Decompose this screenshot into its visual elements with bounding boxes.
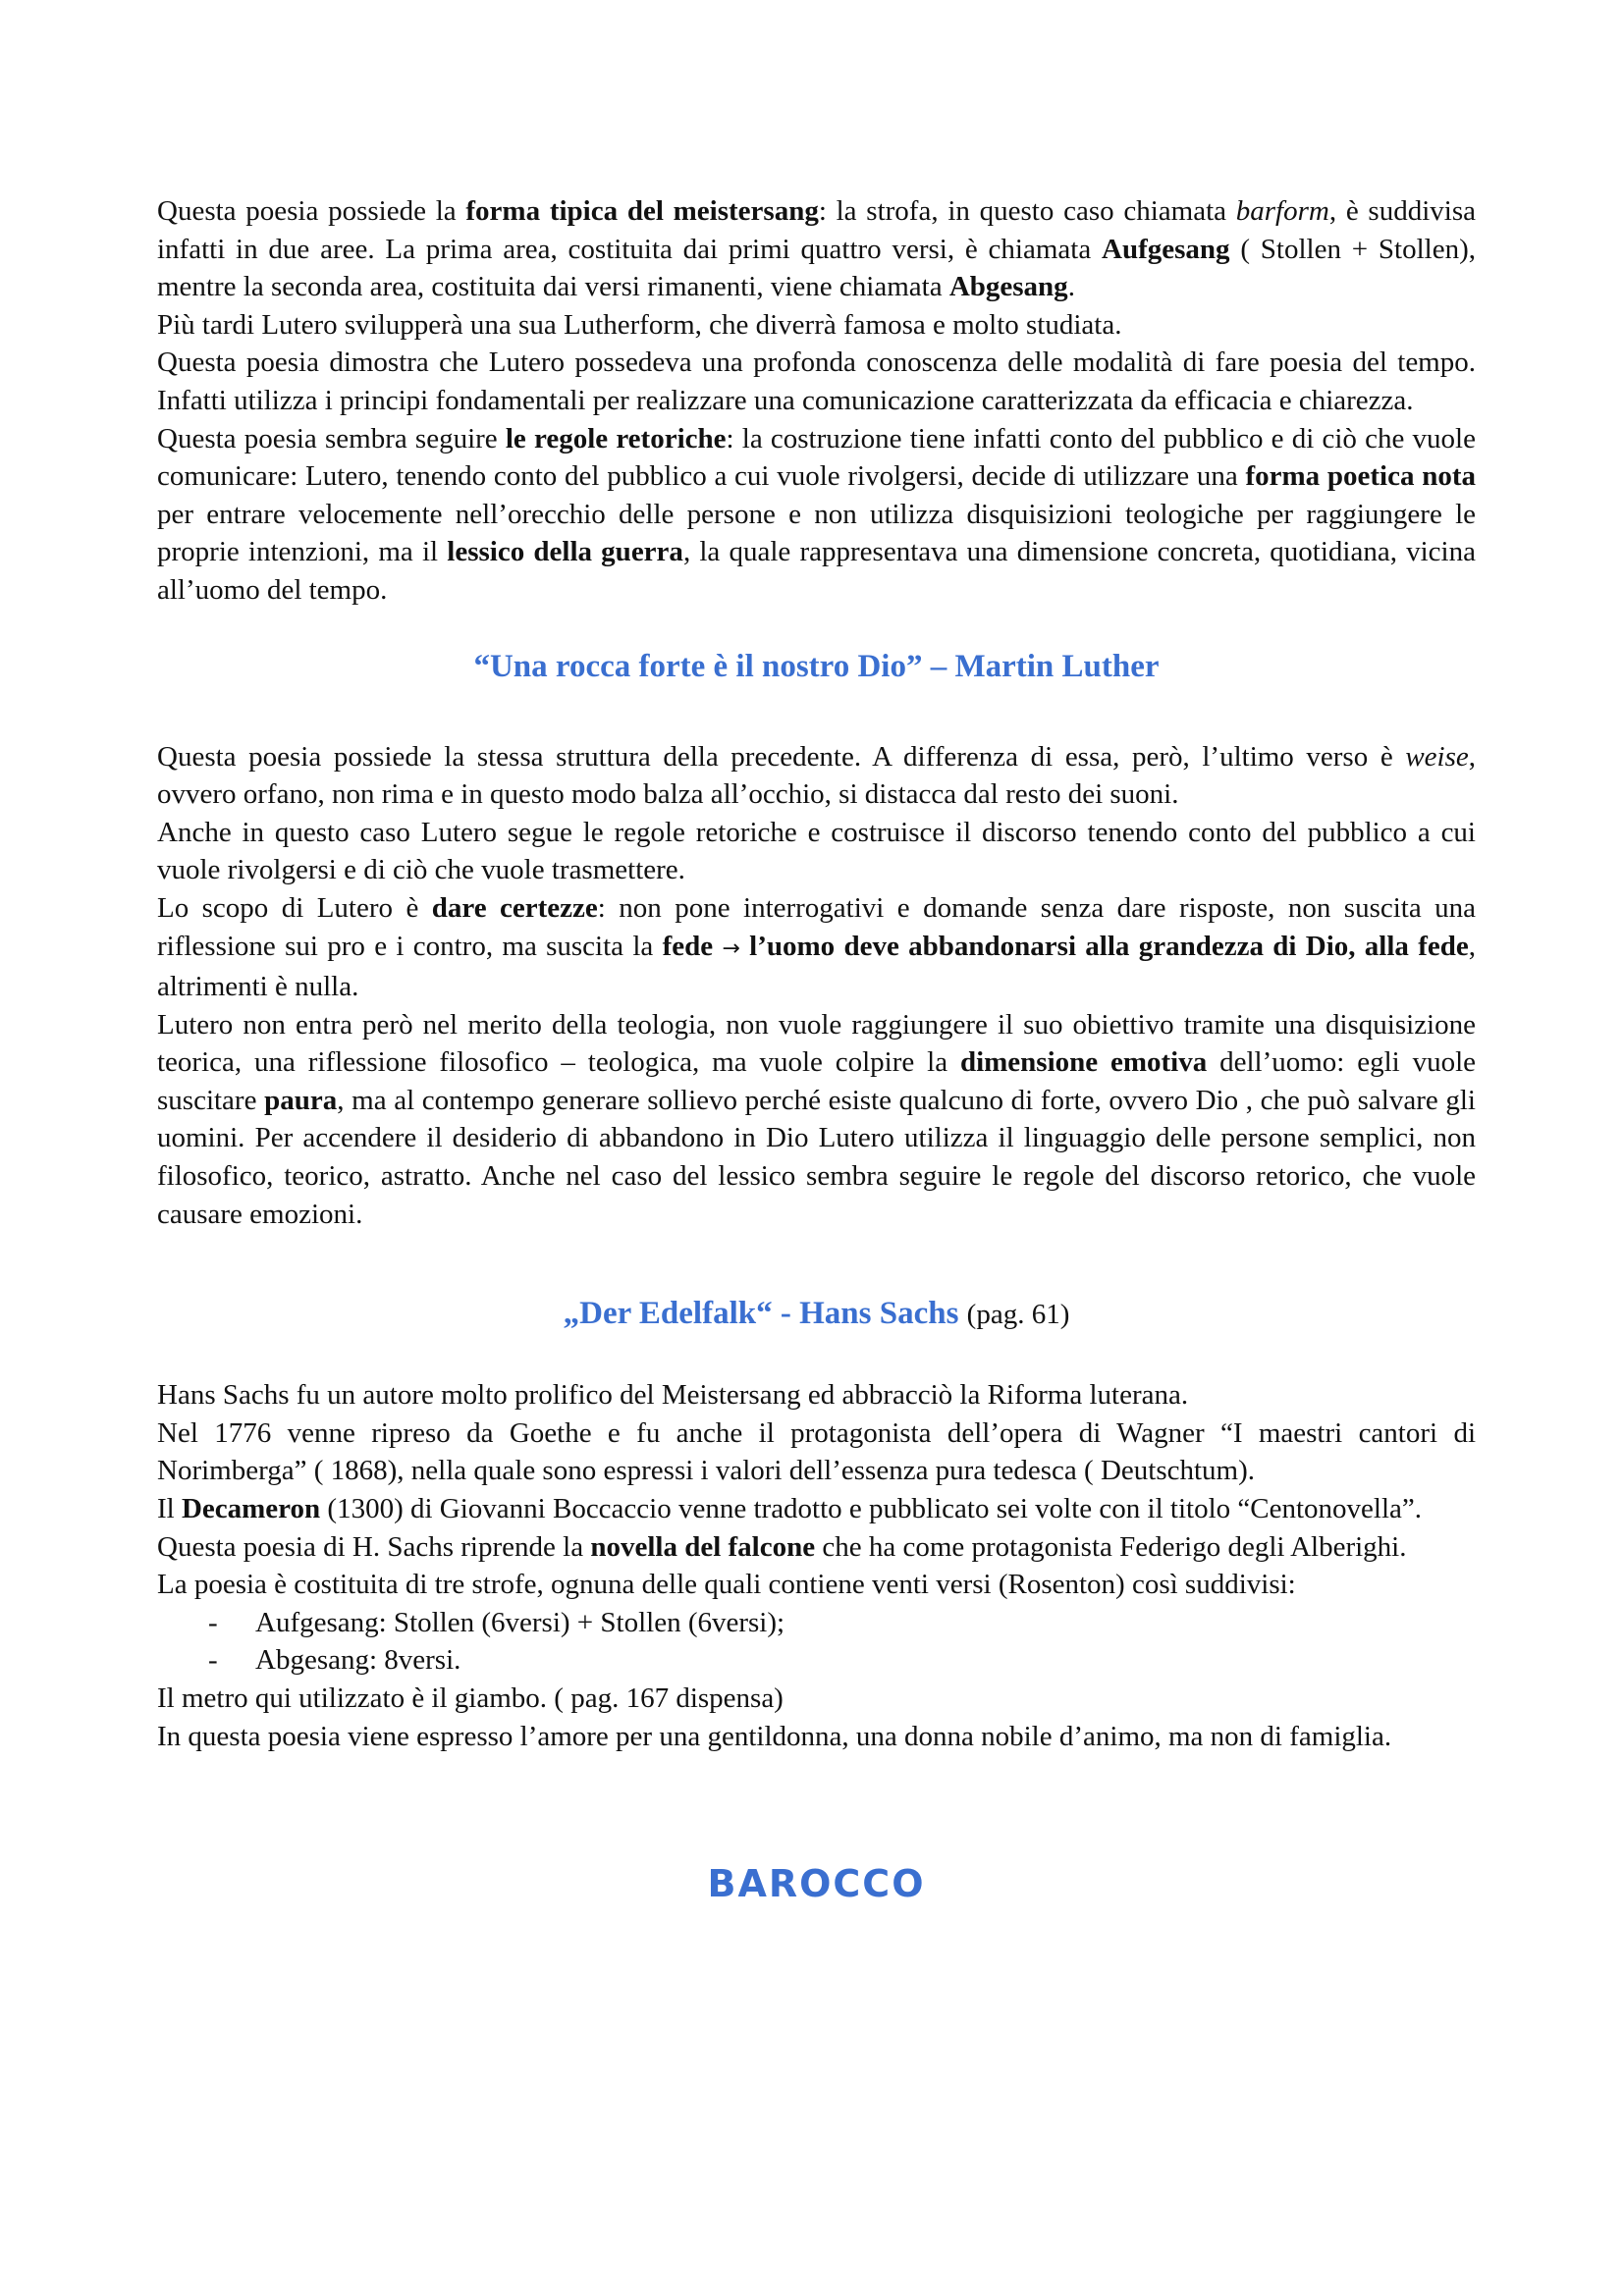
text: ( Stollen + Stollen), mentre la seconda area, costituita dai versi rimanenti, viene chiamata bbox=[157, 233, 1477, 303]
bold-text: forma poetica nota bbox=[1245, 460, 1476, 493]
section-heading-rocca-forte: “Una rocca forte è il nostro Dio” – Martin Luther bbox=[473, 648, 1160, 684]
bold-text: Aufgesang bbox=[1102, 233, 1230, 265]
text: Questa poesia di H. Sachs riprende la bbox=[157, 1530, 591, 1563]
bold-text: dimensione emotiva bbox=[959, 1046, 1208, 1079]
text: , è suddivisa infatti in due aree. La prima area, costituita dai primi quattro versi, è chiamata bbox=[157, 195, 1476, 265]
paragraph-decameron bbox=[157, 1490, 1476, 1528]
text: : la strofa, in questo caso chiamata bbox=[818, 195, 1236, 227]
paragraph-strofe: La poesia è costituita di tre strofe, ognuna delle quali contiene venti versi (Rosenton) così suddivisi: bbox=[157, 1569, 1296, 1601]
section-heading-edelfalk bbox=[157, 1294, 1476, 1334]
paragraph-lutherform: Più tardi Lutero svilupperà una sua Lutherform, che diverrà famosa e molto studiata. bbox=[157, 308, 1122, 341]
text: che ha come protagonista Federigo degli Alberighi. bbox=[815, 1530, 1407, 1563]
text: Questa poesia sembra seguire bbox=[157, 422, 506, 454]
text: , la quale rappresentava una dimensione concreta, quotidiana, vicina all’uomo del tempo. bbox=[157, 536, 1476, 606]
italic-text: barform bbox=[1235, 195, 1329, 227]
heading-text: „Der Edelfalk“ - Hans Sachs bbox=[563, 1296, 959, 1332]
text: per entrare velocemente nell’orecchio delle persone e non utilizza disquisizioni teologiche per raggiungere le proprie intenzioni, ma il bbox=[157, 498, 1476, 568]
page-reference: (pag. 61) bbox=[966, 1299, 1070, 1331]
text: (1300) di Giovanni Boccaccio venne tradotto e pubblicato sei volte con il titolo “Centonovella”. bbox=[320, 1493, 1422, 1525]
paragraph-amore: In questa poesia viene espresso l’amore per una gentildonna, una donna nobile d’animo, ma non di famiglia. bbox=[157, 1720, 1392, 1752]
document-page bbox=[157, 192, 1477, 1906]
bold-text: Decameron bbox=[181, 1493, 321, 1525]
bold-text: forma tipica del meistersang bbox=[465, 195, 819, 227]
text: : non pone interrogativi e domande senza dare risposte, non suscita una riflessione sui pro e i contro, ma suscita la bbox=[157, 891, 1477, 962]
text: Lo scopo di Lutero è bbox=[157, 891, 432, 924]
paragraph-certezze bbox=[157, 889, 1476, 1006]
paragraph-goethe: Nel 1776 venne ripreso da Goethe e fu anche il protagonista dell’opera di Wagner “I maestri cantori di Norimberga” ( 1868), nella quale sono espressi i valori dell’essenza pura tedesca ( Deutschtum). bbox=[157, 1416, 1476, 1487]
list-item: - Aufgesang: Stollen (6versi) + Stollen (6versi); bbox=[157, 1604, 1476, 1642]
bold-text: l’uomo deve abbandonarsi alla grandezza di Dio, alla fede bbox=[749, 930, 1469, 962]
paragraph-struttura bbox=[157, 738, 1476, 814]
bold-text: paura bbox=[264, 1084, 338, 1116]
paragraph-metro: Il metro qui utilizzato è il giambo. ( pag. 167 dispensa) bbox=[157, 1682, 784, 1714]
paragraph-dimensione-emotiva bbox=[157, 1006, 1476, 1234]
paragraph-barform bbox=[157, 192, 1476, 306]
italic-text: weise bbox=[1405, 740, 1469, 773]
strofe-list bbox=[157, 1604, 1476, 1680]
paragraph-falcone bbox=[157, 1528, 1476, 1567]
text: Questa poesia possiede la stessa struttura della precedente. A differenza di essa, però, l’ultimo verso è bbox=[157, 740, 1406, 773]
text: , altrimenti è nulla. bbox=[157, 930, 1477, 1003]
bold-text: fede bbox=[662, 930, 714, 962]
text: , ma al contempo generare sollievo perché esiste qualcuno di forte, ovvero Dio , che può salvare gli uomini. Per accendere il desiderio di abbandono in Dio Lutero utilizza il linguaggio delle persone semplici, non filosofico, teorico, astratto. Anche nel caso del lessico sembra seguire le regole del discorso retorico, che vuole causare emozioni. bbox=[157, 1084, 1476, 1230]
text: . bbox=[1067, 271, 1075, 303]
paragraph-conoscenza: Questa poesia dimostra che Lutero possedeva una profonda conoscenza delle modalità di fare poesia del tempo. Infatti utilizza i principi fondamentali per realizzare una comunicazione caratterizzata da efficacia e chiarezza. bbox=[157, 347, 1476, 416]
paragraph-regole-retoriche bbox=[157, 420, 1476, 610]
list-item: - Abgesang: 8versi. bbox=[157, 1641, 1476, 1680]
text: Questa poesia possiede la bbox=[157, 195, 466, 227]
text: dell’uomo: egli vuole suscitare bbox=[157, 1046, 1476, 1116]
text: Il bbox=[157, 1493, 182, 1525]
arrow-right-icon: → bbox=[722, 935, 740, 961]
section-title-barocco: BAROCCO bbox=[707, 1862, 926, 1906]
bold-text: novella del falcone bbox=[590, 1530, 816, 1563]
paragraph-hans-sachs: Hans Sachs fu un autore molto prolifico del Meistersang ed abbracciò la Riforma luterana. bbox=[157, 1379, 1189, 1412]
text: Lutero non entra però nel merito della teologia, non vuole raggiungere il suo obiettivo tramite una disquisizione teorica, una riflessione filosofico – teologica, ma vuole colpire la bbox=[157, 1008, 1476, 1079]
bold-text: dare certezze bbox=[431, 891, 598, 924]
paragraph-regole: Anche in questo caso Lutero segue le regole retoriche e costruisce il discorso tenendo conto del pubblico a cui vuole rivolgersi e di ciò che vuole trasmettere. bbox=[157, 816, 1476, 886]
text: : la costruzione tiene infatti conto del pubblico e di ciò che vuole comunicare: Lutero, tenendo conto del pubblico a cui vuole rivolgersi, decide di utilizzare una bbox=[157, 422, 1476, 493]
bold-text: Abgesang bbox=[948, 271, 1068, 303]
bold-text: lessico della guerra bbox=[447, 536, 683, 568]
text: , ovvero orfano, non rima e in questo modo balza all’occhio, si distacca dal resto dei suoni. bbox=[157, 740, 1476, 811]
bold-text: le regole retoriche bbox=[505, 422, 727, 454]
